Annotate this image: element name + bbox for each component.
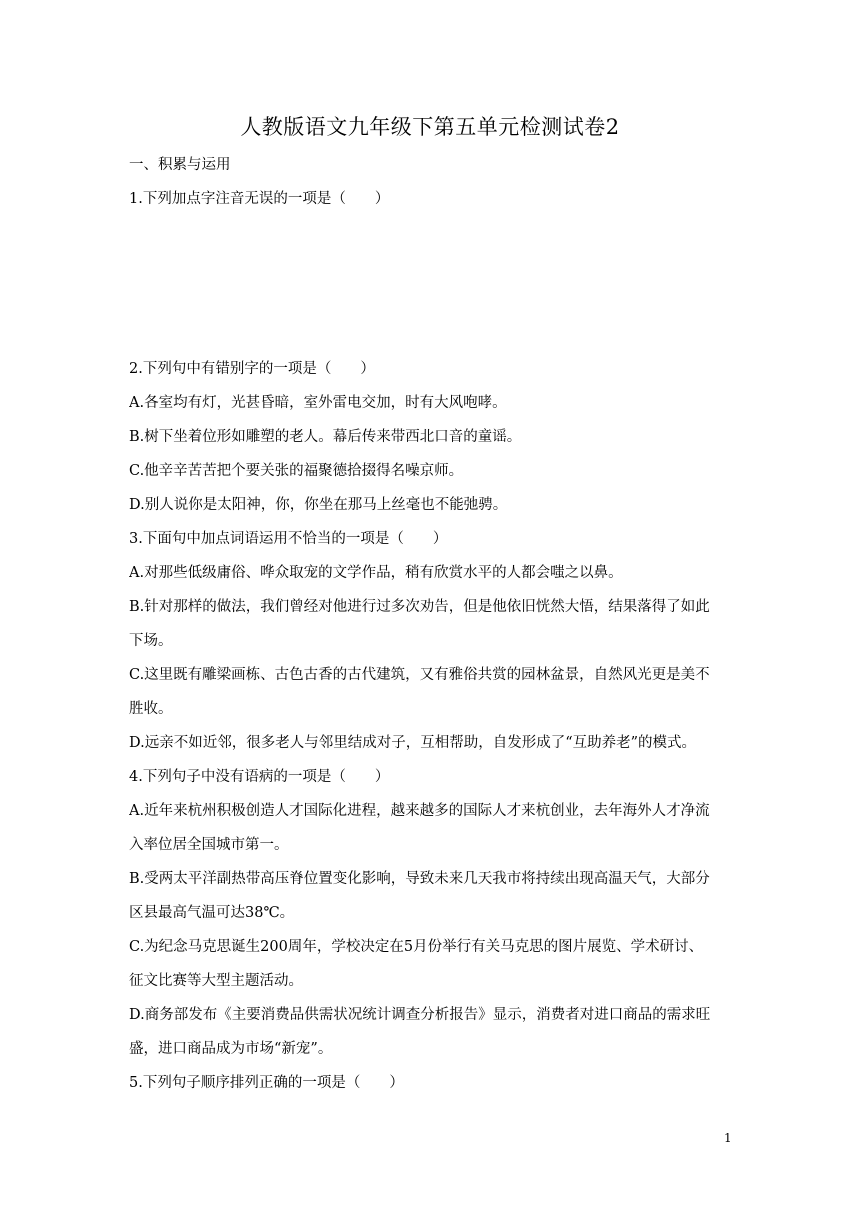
- question-4-option-a-cont: 入率位居全国城市第一。: [129, 837, 289, 853]
- question-4-stem: 4.下列句子中没有语病的一项是（ ）: [129, 769, 390, 785]
- question-2-option-c: C.他辛辛苦苦把个要关张的福聚德拾掇得名噪京师。: [129, 463, 464, 479]
- question-3-stem: 3.下面句中加点词语运用不恰当的一项是（ ）: [129, 531, 448, 547]
- question-5-stem: 5.下列句子顺序排列正确的一项是（ ）: [129, 1075, 404, 1091]
- question-3-option-a: A.对那些低级庸俗、哗众取宠的文学作品，稍有欣赏水平的人都会嗤之以鼻。: [129, 565, 623, 581]
- question-4-option-b-cont: 区县最高气温可达38℃。: [129, 905, 295, 921]
- question-4-option-b: B.受两太平洋副热带高压脊位置变化影响，导致未来几天我市将持续出现高温天气，大部分: [129, 871, 710, 887]
- question-4-option-c-cont: 征文比赛等大型主题活动。: [129, 973, 303, 989]
- question-1-stem: 1.下列加点字注音无误的一项是（ ）: [129, 191, 390, 207]
- question-4-option-d-cont: 盛，进口商品成为市场“新宠”。: [129, 1041, 333, 1057]
- question-4-option-d: D.商务部发布《主要消费品供需状况统计调查分析报告》显示，消费者对进口商品的需求旺: [129, 1007, 711, 1023]
- question-2-stem: 2.下列句中有错别字的一项是（ ）: [129, 361, 375, 377]
- question-3-option-b-cont: 下场。: [129, 633, 173, 649]
- question-3-option-d: D.远亲不如近邻，很多老人与邻里结成对子，互相帮助，自发形成了“互助养老”的模式。: [129, 735, 697, 751]
- question-3-option-c: C.这里既有雕梁画栋、古色古香的古代建筑，又有雅俗共赏的园林盆景，自然风光更是美不: [129, 667, 710, 683]
- question-2-option-a: A.各室均有灯，光甚昏暗，室外雷电交加，时有大风咆哮。: [129, 395, 507, 411]
- question-3-option-b: B.针对那样的做法，我们曾经对他进行过多次劝告，但是他依旧恍然大悟，结果落得了如此: [129, 599, 710, 615]
- page-number: 1: [724, 1131, 732, 1145]
- page-title: 人教版语文九年级下第五单元检测试卷2: [240, 115, 620, 139]
- question-3-option-c-cont: 胜收。: [129, 701, 173, 717]
- question-2-option-b: B.树下坐着位形如雕塑的老人。幕后传来带西北口音的童谣。: [129, 429, 522, 445]
- question-4-option-c: C.为纪念马克思诞生200周年，学校决定在5月份举行有关马克思的图片展览、学术研讨、: [129, 939, 704, 955]
- section-heading: 一、积累与运用: [129, 157, 231, 173]
- question-2-option-d: D.别人说你是太阳神，你，你坐在那马上丝毫也不能弛骋。: [129, 497, 508, 513]
- question-4-option-a: A.近年来杭州积极创造人才国际化进程，越来越多的国际人才来杭创业，去年海外人才净流: [129, 803, 710, 819]
